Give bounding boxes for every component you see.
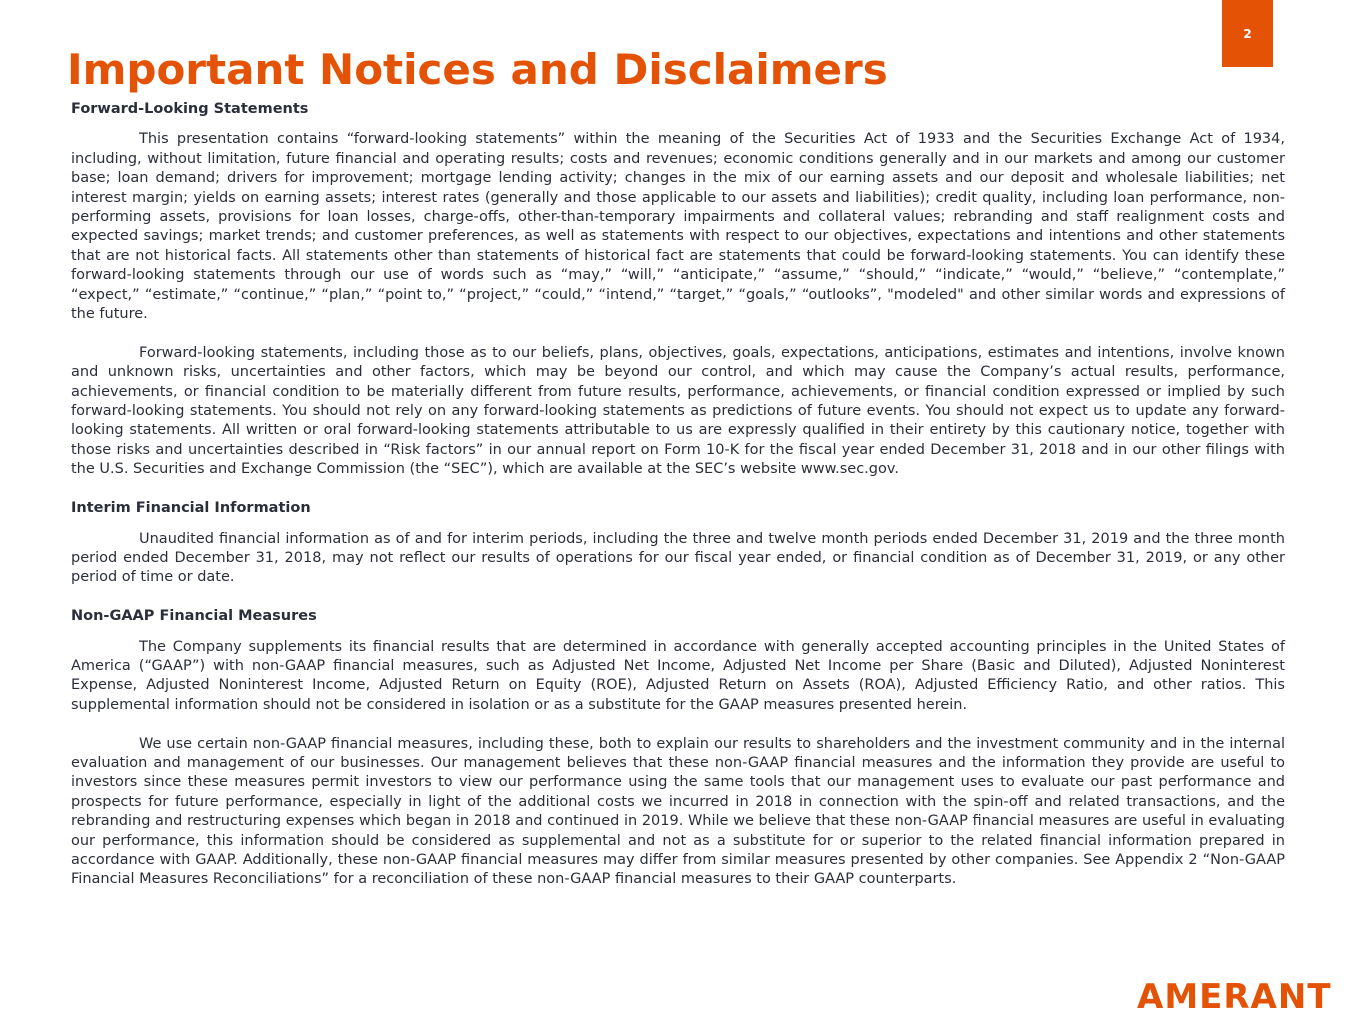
- paragraph: Unaudited financial information as of and for interim periods, including the three and twelve month periods ended December 31, 2019 and the three month period ended December 31, 2018, may not reflect our results of operations for our fiscal year ended, or financial condition as of December 31, 2019, or any other period of time or date.: [71, 530, 1285, 586]
- section-forward-looking: [71, 100, 1285, 480]
- section-non-gaap: [71, 607, 1285, 890]
- section-interim-financial: [71, 499, 1285, 588]
- page-title: Important Notices and Disclaimers: [67, 45, 888, 94]
- page-number: 2: [1243, 26, 1252, 41]
- disclaimer-body: [71, 100, 1285, 890]
- paragraph: Forward-looking statements, including those as to our beliefs, plans, objectives, goals, expectations, anticipations, estimates and intentions, involve known and unknown risks, uncertainties and other factors, which may be beyond our control, and which may cause the Company’s actual results, performance, achievements, or financial condition to be materially different from future results, performance, achievements, or financial condition expressed or implied by such forward-looking statements. You should not rely on any forward-looking statements as predictions of future events. You should not expect us to update any forward-looking statements. All written or oral forward-looking statements attributable to us are expressly qualified in their entirety by this cautionary notice, together with those risks and uncertainties described in “Risk factors” in our annual report on Form 10-K for the fiscal year ended December 31, 2018 and in our other filings with the U.S. Securities and Exchange Commission (the “SEC”), which are available at the SEC’s website www.sec.gov.: [71, 344, 1285, 478]
- paragraph: We use certain non-GAAP financial measures, including these, both to explain our results to shareholders and the investment community and in the internal evaluation and management of our businesses. Our management believes that these non-GAAP financial measures and the information they provide are useful to investors since these measures permit investors to view our performance using the same tools that our management uses to evaluate our past performance and prospects for future performance, especially in light of the additional costs we incurred in 2018 in connection with the spin-off and related transactions, and the rebranding and restructuring expenses which began in 2018 and continued in 2019. While we believe that these non-GAAP financial measures are useful in evaluating our performance, this information should be considered as supplemental and not as a substitute for or superior to the related financial information prepared in accordance with GAAP. Additionally, these non-GAAP financial measures may differ from similar measures presented by other companies. See Appendix 2 “Non-GAAP Financial Measures Reconciliations” for a reconciliation of these non-GAAP financial measures to their GAAP counterparts.: [71, 735, 1285, 888]
- paragraph: This presentation contains “forward-looking statements” within the meaning of the Securities Act of 1933 and the Securities Exchange Act of 1934, including, without limitation, future financial and operating results; costs and revenues; economic conditions generally and in our markets and among our customer base; loan demand; drivers for improvement; mortgage lending activity; changes in the mix of our earning assets and our deposit and wholesale liabilities; net interest margin; yields on earning assets; interest rates (generally and those applicable to our assets and liabilities); credit quality, including loan performance, non-performing assets, provisions for loan losses, charge-offs, other-than-temporary impairments and collateral values; rebranding and staff realignment costs and expected savings; market trends; and customer preferences, as well as statements with respect to our objectives, expectations and intentions and other statements that are not historical facts. All statements other than statements of historical fact are statements that could be forward-looking statements. You can identify these forward-looking statements through our use of words such as “may,” “will,” “anticipate,” “assume,” “should,” “indicate,” “would,” “believe,” “contemplate,” “expect,” “estimate,” “continue,” “plan,” “point to,” “project,” “could,” “intend,” “target,” “goals,” “outlooks”, "modeled" and other similar words and expressions of the future.: [71, 131, 1285, 323]
- section-heading: Forward-Looking Statements: [71, 101, 309, 117]
- section-heading: Interim Financial Information: [71, 500, 311, 517]
- page-number-badge: [1222, 0, 1273, 67]
- section-heading: Non-GAAP Financial Measures: [71, 608, 317, 625]
- paragraph: The Company supplements its financial results that are determined in accordance with generally accepted accounting principles in the United States of America (“GAAP”) with non-GAAP financial measures, such as Adjusted Net Income, Adjusted Net Income per Share (Basic and Diluted), Adjusted Noninterest Expense, Adjusted Noninterest Income, Adjusted Return on Equity (ROE), Adjusted Return on Assets (ROA), Adjusted Efficiency Ratio, and other ratios. This supplemental information should not be considered in isolation or as a substitute for the GAAP measures presented herein.: [71, 638, 1285, 713]
- amerant-logo: AMERANT: [1137, 977, 1332, 1017]
